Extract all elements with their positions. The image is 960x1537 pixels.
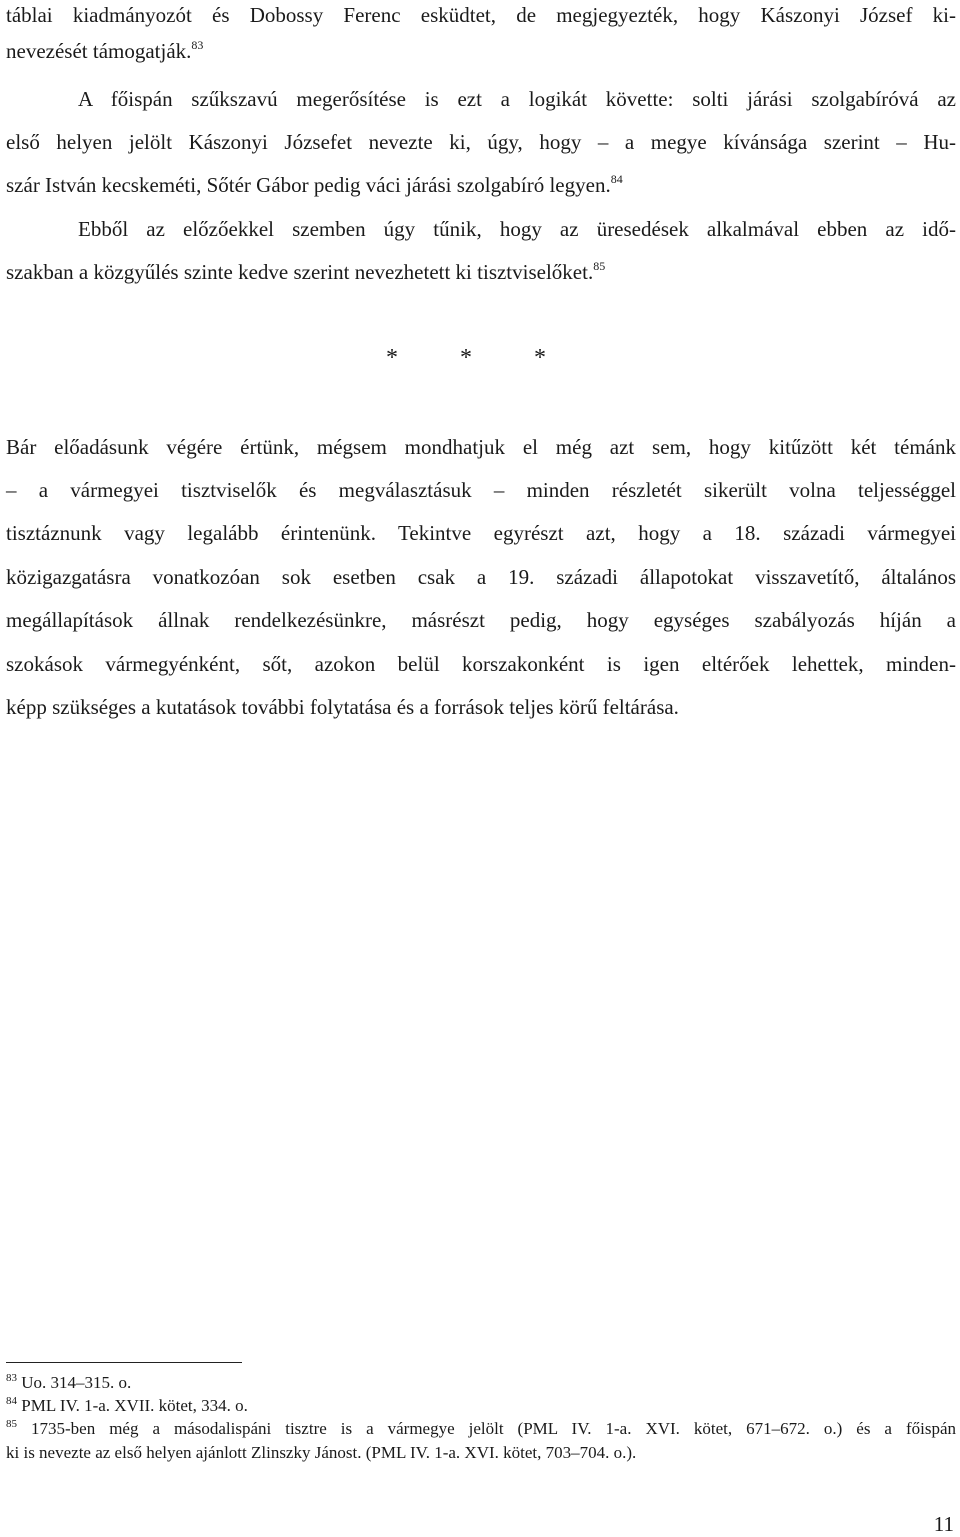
body-line: szokások vármegyénként, sőt, azokon belül korszakonként is igen eltérőek lehettek, minden- <box>6 652 956 676</box>
footnote: $^{83}$ Uo. 314–315. o. <box>6 1372 132 1392</box>
body-line: táblai kiadmányozót és Dobossy Ferenc esküdtet, de megjegyezték, hogy Kászonyi József ki- <box>6 3 956 27</box>
footnote-ref[interactable]: 84 <box>610 172 623 186</box>
footnote-divider <box>6 1362 242 1363</box>
footnote-number: 83 <box>6 1372 17 1384</box>
body-line: szár István kecskeméti, Sőtér Gábor pedig váci járási szolgabíró legyen.$^{84}$ <box>6 172 623 197</box>
footnote-ref[interactable]: 85 <box>593 259 606 273</box>
footnote: $^{85}$ 1735-ben még a másodalispáni tisztre is a vármegye jelölt (PML IV. 1-a. XVI. kötet, 671–672. o.) és a főispán <box>6 1418 957 1438</box>
footnote-continuation: ki is nevezte az első helyen ajánlott Zlinszky Jánost. (PML IV. 1-a. XVI. kötet, 703–704. o.). <box>6 1443 637 1462</box>
body-line: első helyen jelölt Kászonyi Józsefet nevezte ki, úgy, hogy – a megye kívánsága szerint – Hu- <box>6 130 956 154</box>
body-line: Ebből az előzőekkel szemben úgy tűnik, hogy az üresedések alkalmával ebben az idő- <box>78 217 956 241</box>
footnote-number: 84 <box>6 1395 17 1407</box>
footnote-ref[interactable]: 83 <box>191 38 204 52</box>
body-line: – a vármegyei tisztviselők és megválasztásuk – minden részletét sikerült volna teljességgel <box>6 478 956 502</box>
body-line: megállapítások állnak rendelkezésünkre, másrészt pedig, hogy egységes szabályozás híján a <box>6 608 956 632</box>
body-line: szakban a közgyűlés szinte kedve szerint nevezhetett ki tisztviselőket.$^{85}$ <box>6 259 606 284</box>
body-line: Bár előadásunk végére értünk, mégsem mondhatjuk el még azt sem, hogy kitűzött két témánk <box>6 435 956 459</box>
body-line: A főispán szűkszavú megerősítése is ezt a logikát követte: solti járási szolgabíróvá az <box>78 87 956 111</box>
footnote-number: 85 <box>6 1418 17 1430</box>
body-line: tisztáznunk vagy legalább érintenünk. Tekintve egyrészt azt, hogy a 18. századi vármegyei <box>6 521 956 545</box>
body-line: képp szükséges a kutatások további folytatása és a források teljes körű feltárása. <box>6 695 679 719</box>
footnote: $^{84}$ PML IV. 1-a. XVII. kötet, 334. o. <box>6 1395 248 1415</box>
page-number: 11 <box>933 1512 954 1536</box>
body-line: nevezését támogatják.$^{83}$ <box>6 38 204 63</box>
section-separator: * * * <box>386 345 574 371</box>
body-line: közigazgatásra vonatkozóan sok esetben csak a 19. századi állapotokat visszavetítő, általános <box>6 565 956 589</box>
